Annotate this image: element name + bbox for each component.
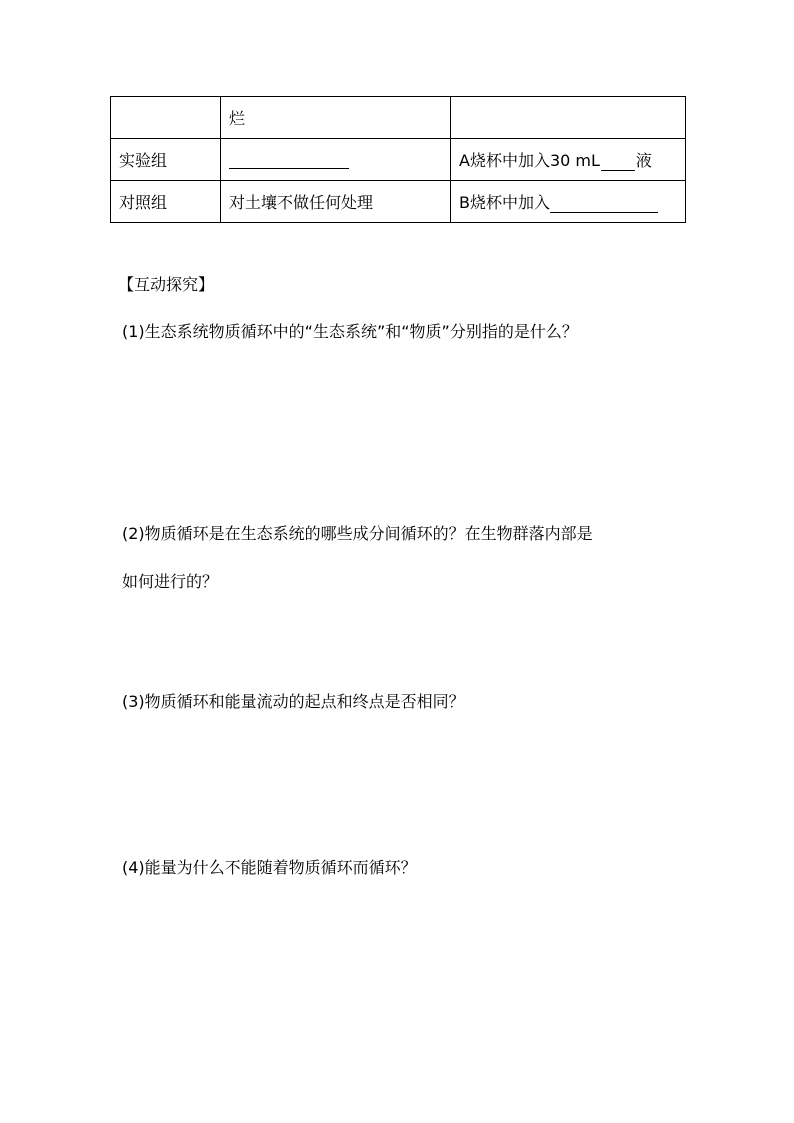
- table-row: [111, 181, 686, 223]
- table-cell: [451, 181, 686, 223]
- cell-suffix: 液: [635, 151, 652, 170]
- cell-text: B烧杯中加入: [459, 193, 550, 212]
- fill-blank[interactable]: [229, 150, 349, 169]
- table-cell: [221, 139, 451, 181]
- table-cell: [451, 139, 686, 181]
- table-cell: [111, 97, 221, 139]
- question-3: (3)物质循环和能量流动的起点和终点是否相同？: [122, 692, 465, 711]
- experiment-table: [110, 96, 686, 223]
- question-2-line-2: 如何进行的？: [122, 572, 219, 591]
- fill-blank[interactable]: [550, 194, 658, 213]
- question-2-line-1: (2)物质循环是在生态系统的哪些成分间循环的？在生物群落内部是: [122, 524, 593, 543]
- row-label-experiment: 实验组: [111, 139, 221, 181]
- table-row: [111, 139, 686, 181]
- section-title: 【互动探究】: [118, 275, 215, 294]
- table-cell: 烂: [221, 97, 451, 139]
- fill-blank[interactable]: [601, 152, 635, 171]
- table-cell: [451, 97, 686, 139]
- table-row: [111, 97, 686, 139]
- question-2: [122, 510, 682, 606]
- question-4: (4)能量为什么不能随着物质循环而循环？: [122, 858, 417, 877]
- cell-text: A烧杯中加入30 mL: [459, 151, 600, 170]
- table-cell: 对土壤不做任何处理: [221, 181, 451, 223]
- row-label-control: 对照组: [111, 181, 221, 223]
- question-1: (1)生态系统物质循环中的“生态系统”和“物质”分别指的是什么？: [122, 322, 578, 341]
